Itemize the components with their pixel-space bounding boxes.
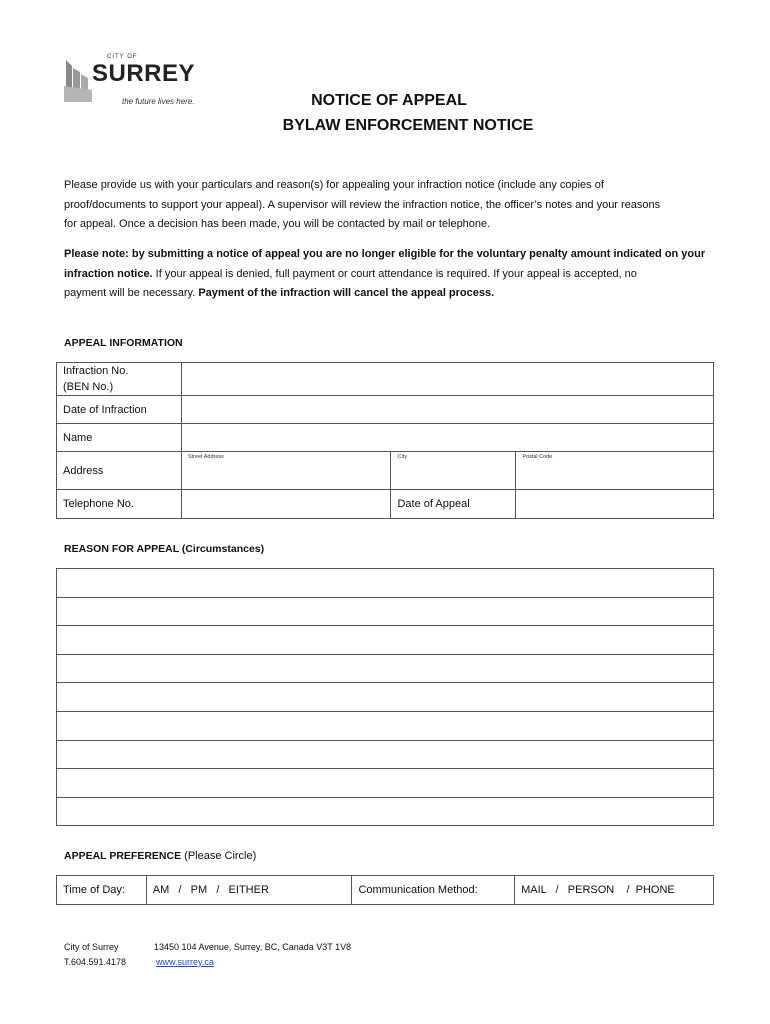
appeal-information-heading: APPEAL INFORMATION: [64, 337, 183, 349]
logo-brand: SURREY: [92, 60, 196, 87]
note-bold-1: Please note: by submitting a notice of appeal you are no longer eligible for the voluntary penalty amount indicated on your: [64, 248, 706, 260]
appeal-information-table: [56, 362, 714, 519]
date-of-infraction-label: Date of Infraction: [57, 396, 182, 424]
reason-line[interactable]: [57, 683, 714, 712]
postal-code-field[interactable]: [516, 452, 714, 490]
reason-line[interactable]: [57, 711, 714, 740]
footer-address: 13450 104 Avenue, Surrey, BC, Canada V3T 1V8: [154, 942, 352, 952]
date-of-infraction-field[interactable]: [181, 396, 713, 424]
communication-method-options[interactable]: MAIL / PERSON / PHONE: [515, 876, 714, 905]
note-bold-2: infraction notice.: [64, 267, 153, 280]
intro-line-3: for appeal. Once a decision has been made, you will be contacted by mail or telephone.: [64, 218, 491, 230]
reason-line[interactable]: [57, 740, 714, 769]
footer-website-link[interactable]: www.surrey.ca: [156, 957, 214, 967]
communication-method-label: Communication Method:: [352, 876, 515, 905]
page-title: NOTICE OF APPEAL: [311, 92, 467, 109]
name-field[interactable]: [181, 424, 713, 452]
appeal-preference-note: (Please Circle): [181, 850, 257, 862]
appeal-preference-title: APPEAL PREFERENCE: [64, 850, 182, 862]
street-address-field[interactable]: [181, 452, 391, 490]
logo-tagline: the future lives here.: [122, 97, 195, 106]
time-of-day-options[interactable]: AM / PM / EITHER: [146, 876, 352, 905]
footer-phone: T.604.591.4178: [64, 957, 127, 967]
footer-address-block: [154, 940, 351, 970]
note-text-2: If your appeal is denied, full payment or court attendance is required. If your appeal is accepted, no: [152, 267, 637, 280]
footer-contact: [64, 940, 126, 970]
intro-line-2: proof/documents to support your appeal). A supervisor will review the infraction notice, the officer’s notes and your reasons: [64, 198, 661, 211]
date-of-appeal-label: Date of Appeal: [391, 490, 516, 519]
reason-line[interactable]: [57, 797, 714, 826]
address-label: Address: [57, 452, 182, 490]
note-bold-3: Payment of the infraction will cancel the appeal process.: [198, 287, 495, 299]
intro-line-1: Please provide us with your particulars and reason(s) for appealing your infraction notice (include any copies of: [64, 179, 604, 191]
street-address-caption: Street Address: [187, 454, 224, 460]
note-text-3: payment will be necessary.: [64, 287, 199, 299]
date-of-appeal-field[interactable]: [516, 490, 714, 519]
appeal-preference-heading: [64, 850, 256, 862]
telephone-field[interactable]: [181, 490, 391, 519]
city-field[interactable]: [391, 452, 516, 490]
footer-org: City of Surrey: [64, 942, 119, 952]
reason-line[interactable]: [57, 769, 714, 798]
infraction-no-field[interactable]: [181, 363, 713, 396]
reason-for-appeal-table: [56, 568, 714, 826]
postal-code-caption: Postal Code: [522, 454, 553, 460]
page-subtitle: BYLAW ENFORCEMENT NOTICE: [282, 117, 534, 134]
time-of-day-label: Time of Day:: [57, 876, 147, 905]
name-label: Name: [57, 424, 182, 452]
note-paragraph: [64, 245, 714, 304]
appeal-preference-table: [56, 875, 714, 905]
reason-line[interactable]: [57, 654, 714, 683]
reason-line[interactable]: [57, 569, 714, 598]
infraction-no-label: Infraction No. (BEN No.): [57, 363, 182, 396]
city-caption: City: [397, 454, 407, 460]
telephone-label: Telephone No.: [57, 490, 182, 519]
reason-line[interactable]: [57, 626, 714, 655]
logo-city-of: CITY OF: [107, 54, 138, 60]
reason-line[interactable]: [57, 597, 714, 626]
intro-paragraph: [64, 176, 714, 235]
reason-for-appeal-heading: REASON FOR APPEAL (Circumstances): [64, 543, 265, 555]
